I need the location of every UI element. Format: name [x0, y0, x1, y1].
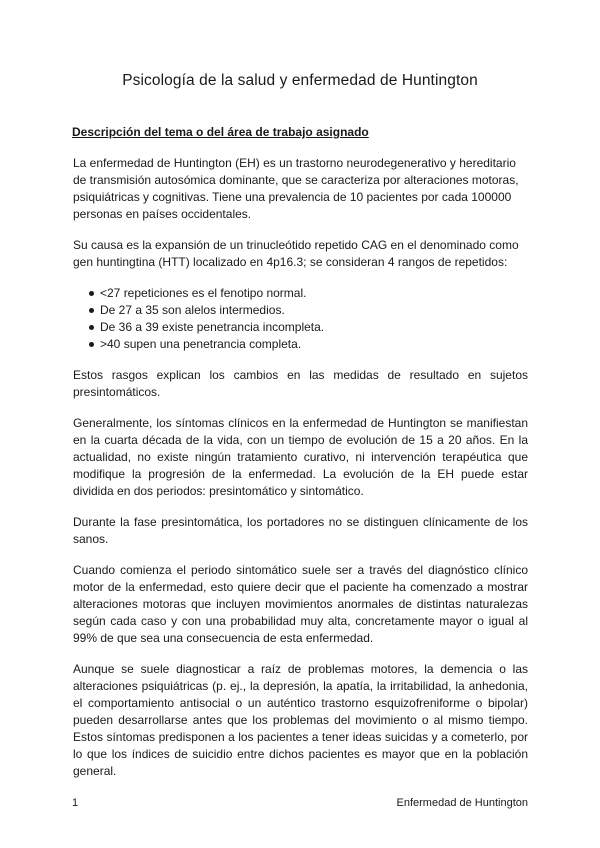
- paragraph-cause: Su causa es la expansión de un trinucleótido repetido CAG en el denominado como gen huntingtina (HTT) localizado en 4p16.3; se consideran 4 rangos de repetidos:: [73, 238, 519, 269]
- list-item-text: De 27 a 35 son alelos intermedios.: [100, 303, 285, 317]
- paragraph-symptoms: Generalmente, los síntomas clínicos en la enfermedad de Huntington se manifiestan en la cuarta década de la vida, con un tiempo de evolución de 15 a 20 años. En la actualidad, no existe ningún tratamiento curativo, ni intervención terapéutica que modifique la progresión de la enfermedad. La evolución de la EH puede estar dividida en dos periodos: presintomático y sintomático.: [73, 416, 528, 498]
- paragraph-psychiatric: Aunque se suele diagnosticar a raíz de problemas motores, la demencia o las alteraciones psiquiátricas (p. ej., la depresión, la apatía, la irritabilidad, la anhedonia, el comportamiento antisocial o un auténtico trastorno esquizofreniforme o bipolar) pueden desarrollarse antes que los problemas del movimiento o al mismo tiempo. Estos síntomas predisponen a los pacientes a tener ideas suicidas y a cometerlo, por lo que los índices de suicidio entre dichos pacientes es mayor que en la población general.: [73, 662, 528, 778]
- list-item-text: >40 supen una penetrancia completa.: [100, 337, 302, 351]
- paragraph-traits: Estos rasgos explican los cambios en las medidas de resultado en sujetos presintomáticos.: [73, 368, 528, 399]
- repeat-ranges-list: [73, 285, 528, 353]
- paragraph-symptomatic: Cuando comienza el periodo sintomático suele ser a través del diagnóstico clínico motor de la enfermedad, esto quiere decir que el paciente ha comenzado a mostrar alteraciones motoras que incluyen movimientos anormales de distintas naturalezas según cada caso y con una probabilidad muy alta, concretamente mayor o igual al 99% de que sea una consecuencia de esta enfermedad.: [73, 563, 528, 645]
- page-number: 1: [72, 797, 79, 809]
- section-heading: Descripción del tema o del área de trabajo asignado: [72, 125, 369, 139]
- bullet-icon: [89, 308, 94, 313]
- list-item-text: De 36 a 39 existe penetrancia incompleta.: [100, 320, 325, 334]
- document-body: [73, 155, 528, 794]
- page-title: Psicología de la salud y enfermedad de Huntington: [122, 72, 478, 89]
- bullet-icon: [89, 342, 94, 347]
- list-item: [73, 302, 528, 319]
- paragraph-presymptomatic: Durante la fase presintomática, los portadores no se distinguen clínicamente de los sanos.: [73, 515, 528, 546]
- list-item-text: <27 repeticiones es el fenotipo normal.: [100, 286, 307, 300]
- bullet-icon: [89, 291, 94, 296]
- paragraph-intro: La enfermedad de Huntington (EH) es un trastorno neurodegenerativo y hereditario de transmisión autosómica dominante, que se caracteriza por alteraciones motoras, psiquiátricas y cognitivas. Tiene una prevalencia de 10 pacientes por cada 100000 personas en países occidentales.: [73, 156, 519, 221]
- list-item: [73, 336, 528, 353]
- bullet-icon: [89, 325, 94, 330]
- list-item: [73, 319, 528, 336]
- list-item: [73, 285, 528, 302]
- running-title: Enfermedad de Huntington: [396, 797, 528, 809]
